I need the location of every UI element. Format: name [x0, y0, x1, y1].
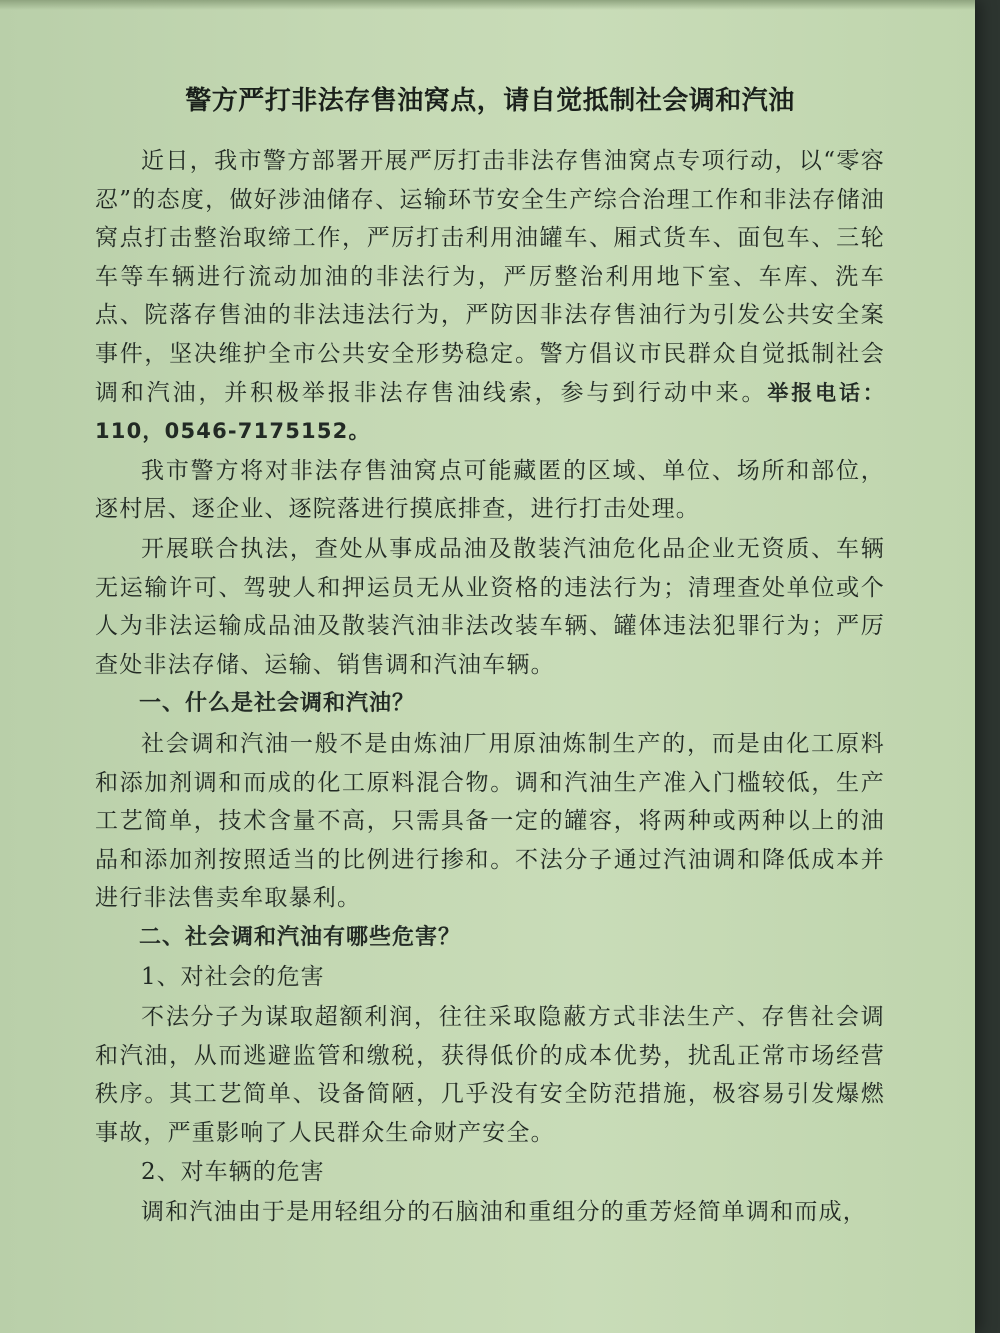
investigation-paragraph: 我市警方将对非法存售油窝点可能藏匿的区域、单位、场所和部位，逐村居、逐企业、逐院落进行摸底排查，进行打击处理。 — [95, 457, 885, 523]
page-top-shadow — [0, 0, 975, 10]
document-content — [95, 82, 885, 1233]
joint-enforcement-paragraph: 开展联合执法，查处从事成品油及散装汽油危化品企业无资质、车辆无运输许可、驾驶人和押运员无从业资格的违法行为；清理查处单位或个人为非法运输成品油及散装汽油非法改装车辆、罐体违法犯罪行为；严厉查处非法存储、运输、销售调和汽油车辆。 — [95, 535, 885, 678]
document-title: 警方严打非法存售油窝点，请自觉抵制社会调和汽油 — [185, 86, 795, 116]
section-2-sub-1-heading: 1、对社会的危害 — [141, 964, 325, 991]
section-2-sub-2-text: 调和汽油由于是用轻组分的石脑油和重组分的重芳烃简单调和而成， — [141, 1199, 867, 1226]
section-1-heading: 一、什么是社会调和汽油？ — [139, 691, 416, 717]
intro-paragraph — [95, 142, 885, 451]
intro-text: 近日，我市警方部署开展严厉打击非法存售油窝点专项行动，以“零容忍”的态度，做好涉油储存、运输环节安全生产综合治理工作和非法存储油窝点打击整治取缔工作，严厉打击利用油罐车、厢式货车、面包车、三轮车等车辆进行流动加油的非法行为，严厉整治利用地下室、车库、洗车点、院落存售油的非法违法行为，严防因非法存售油行为引发公共安全案事件，坚决维护全市公共安全形势稳定。警方倡议市民群众自觉抵制社会调和汽油，并积极举报非法存售油线索，参与到行动中来。 — [95, 148, 885, 406]
hotline-text: 举报电话：110，0546-7175152。 — [95, 380, 885, 444]
section-2-sub-2-heading: 2、对车辆的危害 — [141, 1159, 325, 1186]
section-2-sub-1-text: 不法分子为谋取超额利润，往往采取隐蔽方式非法生产、存售社会调和汽油，从而逃避监管和缴税，获得低价的成本优势，扰乱正常市场经营秩序。其工艺简单、设备简陋，几乎没有安全防范措施，极容易引发爆燃事故，严重影响了人民群众生命财产安全。 — [95, 1004, 885, 1146]
section-1-text: 社会调和汽油一般不是由炼油厂用原油炼制生产的，而是由化工原料和添加剂调和而成的化工原料混合物。调和汽油生产准入门槛较低，生产工艺简单，技术含量不高，只需具备一定的罐容，将两种或两种以上的油品和添加剂按照适当的比例进行掺和。不法分子通过汽油调和降低成本并进行非法售卖牟取暴利。 — [95, 730, 885, 912]
section-2-heading: 二、社会调和汽油有哪些危害？ — [139, 924, 462, 950]
